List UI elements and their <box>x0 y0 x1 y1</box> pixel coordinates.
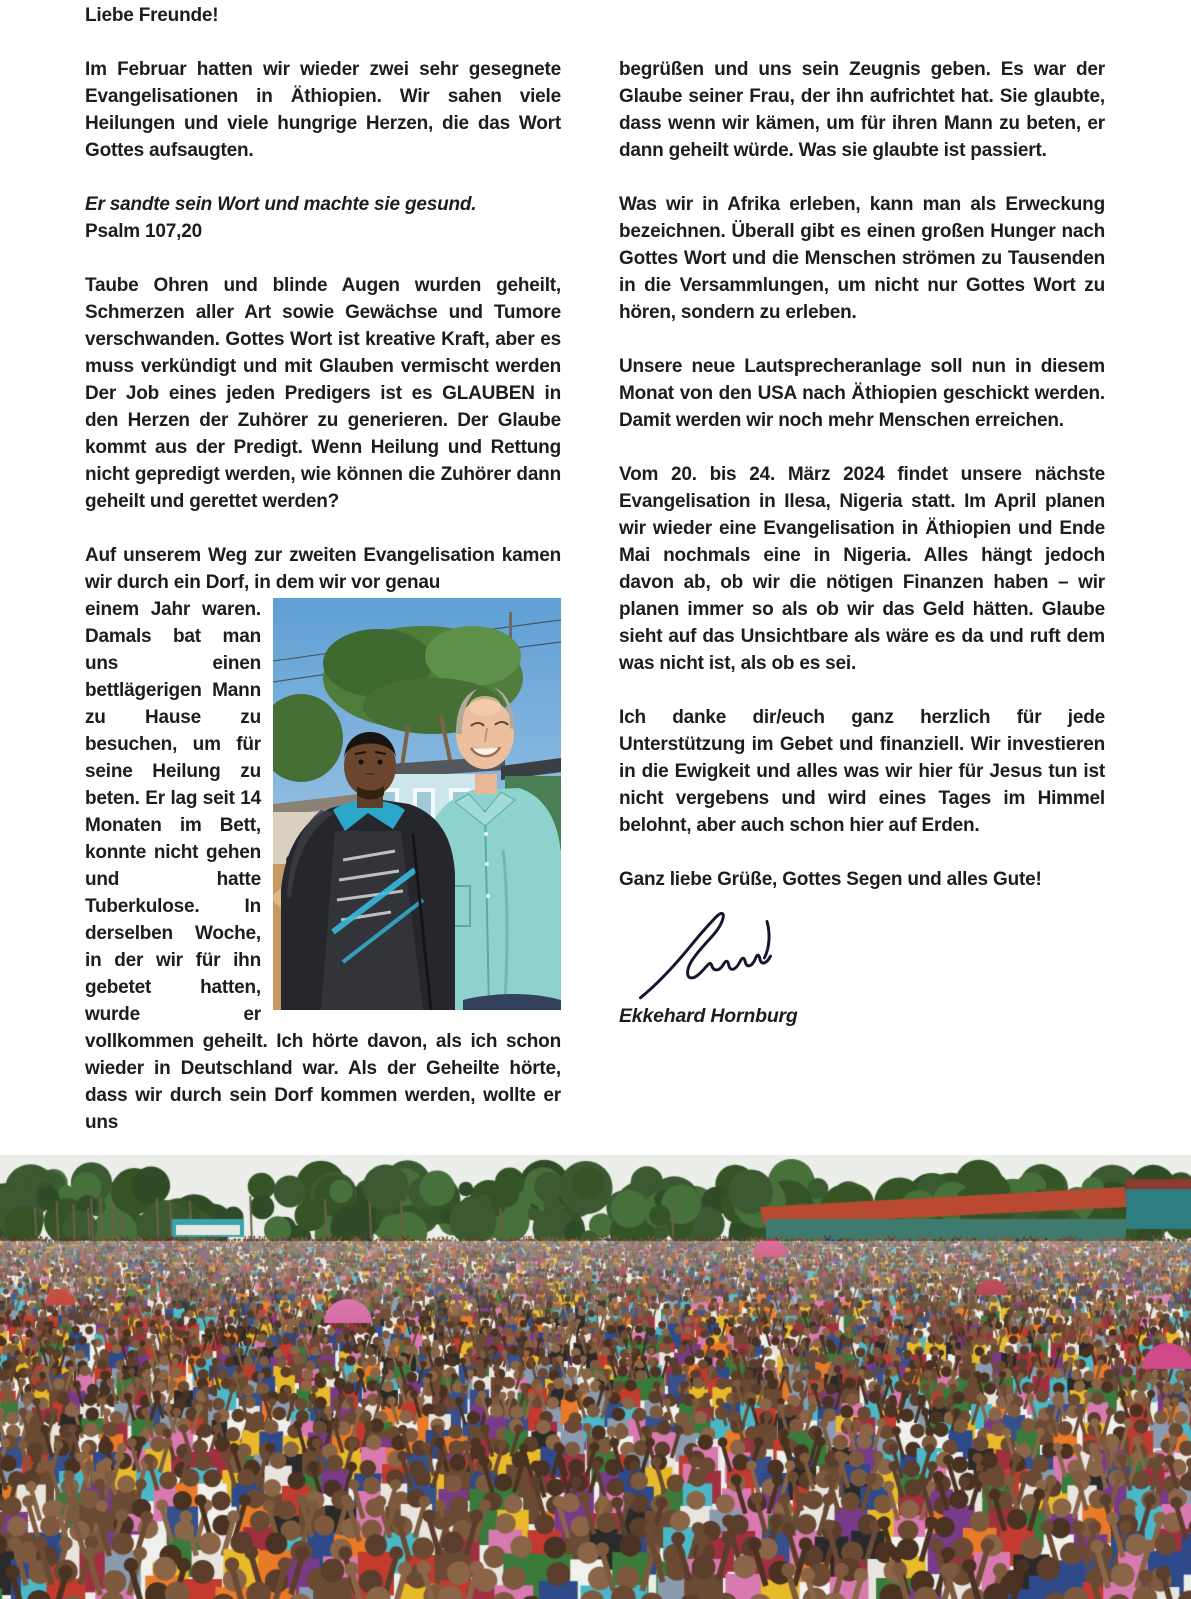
paragraph-thanks: Ich danke dir/euch ganz herzlich für jede Unterstützung im Gebet und finanziell. Wir investieren in die Ewigkeit und alles was wir hier für Jesus tun ist nicht vergebens und wird eines Tages im Himmel belohnt, aber auch schon hier auf Erden. <box>619 707 1105 836</box>
bible-quote-block <box>85 191 561 245</box>
signature-name: Ekkehard Hornburg <box>619 1005 798 1027</box>
inline-photo <box>273 598 561 1010</box>
crowd-photo-canvas <box>0 1155 1191 1599</box>
paragraph-speaker-system: Unsere neue Lautsprecheranlage soll nun in diesem Monat von den USA nach Äthiopien geschickt werden. Damit werden wir noch mehr Menschen erreichen. <box>619 356 1105 431</box>
paragraph-village-story <box>85 596 561 1136</box>
paragraph-village-intro: Auf unserem Weg zur zweiten Evangelisation kamen wir durch ein Dorf, in dem wir vor genau <box>85 545 561 593</box>
greeting: Liebe Freunde! <box>85 5 219 26</box>
paragraph-upcoming-events: Vom 20. bis 24. März 2024 findet unsere nächste Evangelisation in Ilesa, Nigeria statt. Im April planen wir wieder eine Evangelisation in Äthiopien und Ende Mai nochmals eine in Nigeria. Alles hängt jedoch davon ab, ob wir die nötigen Finanzen haben – wir planen immer so als ob wir das Geld hätten. Glaube sieht auf das Unsichtbare als wäre es da und ruft dem was nicht ist, als ob es sei. <box>619 464 1105 674</box>
left-column <box>85 2 561 1136</box>
inline-photo-illustration <box>273 598 561 1010</box>
paragraph-testimony: begrüßen und uns sein Zeugnis geben. Es war der Glaube seiner Frau, der ihn aufrichtet hat. Sie glaubte, dass wenn wir kämen, um für ihren Mann zu beten, er dann geheilt würde. Was sie glaubte ist passiert. <box>619 59 1105 161</box>
handwritten-signature <box>625 899 805 1003</box>
closing-line: Ganz liebe Grüße, Gottes Segen und alles Gute! <box>619 869 1042 890</box>
bible-quote: Er sandte sein Wort und machte sie gesund. <box>85 194 477 215</box>
paragraph-healings: Taube Ohren und blinde Augen wurden geheilt, Schmerzen aller Art sowie Gewächse und Tumore verschwanden. Gottes Wort ist kreative Kraft, aber es muss verkündigt und mit Glauben vermischt werden Der Job eines jeden Predigers ist es GLAUBEN in den Herzen der Zuhörer zu generieren. Der Glaube kommt aus der Predigt. Wenn Heilung und Rettung nicht gepredigt werden, wie können die Zuhörer dann geheilt und gerettet werden? <box>85 275 561 512</box>
crowd-photo <box>0 1155 1191 1599</box>
right-column <box>619 2 1105 1030</box>
signature-image <box>625 899 1105 1003</box>
paragraph-february-evangelisations: Im Februar hatten wir wieder zwei sehr gesegnete Evangelisationen in Äthiopien. Wir sahen viele Heilungen und viele hungrige Herzen, die das Wort Gottes aufsaugten. <box>85 59 561 161</box>
bible-quote-reference: Psalm 107,20 <box>85 221 202 242</box>
paragraph-village-story-text: einem Jahr waren. Damals bat man uns einen bettlägerigen Mann zu Hause zu besuchen, um für seine Heilung zu beten. Er lag seit 14 Monaten im Bett, konnte nicht gehen und hatte Tuberkulose. In derselben Woche, in der wir für ihn gebetet hatten, wurde er vollkommen geheilt. Ich hörte davon, als ich schon wieder in Deutschland war. Als der Geheilte hörte, dass wir durch sein Dorf kommen werden, wollte er uns <box>85 599 561 1133</box>
paragraph-revival: Was wir in Afrika erleben, kann man als Erweckung bezeichnen. Überall gibt es einen großen Hunger nach Gottes Wort und die Menschen strömen zu Tausenden in die Versammlungen, um nicht nur Gottes Wort zu hören, sondern zu erleben. <box>619 194 1105 323</box>
